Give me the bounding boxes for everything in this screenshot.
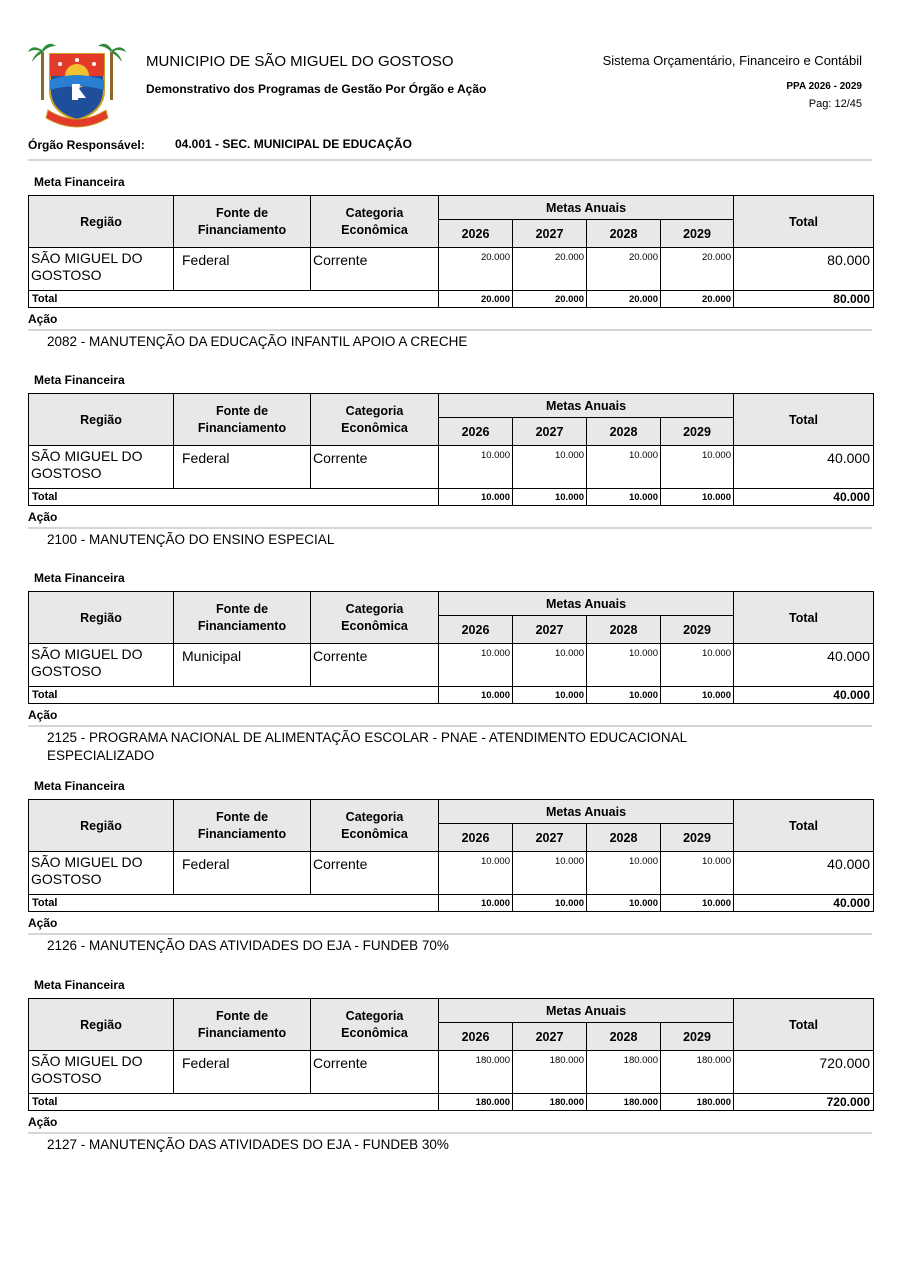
cell-meta-2028: 10.000: [587, 644, 661, 687]
cell-meta-2026: 10.000: [439, 644, 513, 687]
acao-description: 2126 - MANUTENÇÃO DAS ATIVIDADES DO EJA - FUNDEB 70%: [47, 938, 449, 953]
total-2028: 10.000: [587, 489, 661, 506]
col-header-year: 2029: [661, 418, 734, 446]
col-header-regiao: Região: [29, 800, 174, 852]
total-row-label: Total: [29, 687, 439, 704]
acao-divider: [28, 933, 872, 935]
acao-divider: [28, 1132, 872, 1134]
col-header-fonte: Fonte de Financiamento: [174, 800, 311, 852]
total-2026: 10.000: [439, 489, 513, 506]
acao-description: 2100 - MANUTENÇÃO DO ENSINO ESPECIAL: [47, 532, 335, 547]
cell-meta-2026: 20.000: [439, 248, 513, 291]
total-row-label: Total: [29, 1094, 439, 1111]
grand-total: 40.000: [734, 895, 874, 912]
col-header-year: 2029: [661, 824, 734, 852]
cell-regiao: SÃO MIGUEL DO GOSTOSO: [29, 1051, 174, 1094]
total-2029: 10.000: [661, 895, 734, 912]
col-header-regiao: Região: [29, 999, 174, 1051]
cell-meta-2029: 10.000: [661, 852, 734, 895]
meta-financeira-table: [28, 591, 874, 704]
col-header-categoria: Categoria Econômica: [311, 800, 439, 852]
cell-meta-2029: 10.000: [661, 446, 734, 489]
col-header-total: Total: [734, 394, 874, 446]
total-row-label: Total: [29, 489, 439, 506]
meta-financeira-table: [28, 195, 874, 308]
cell-meta-2029: 180.000: [661, 1051, 734, 1094]
acao-label: Ação: [28, 1115, 58, 1129]
cell-regiao: SÃO MIGUEL DO GOSTOSO: [29, 248, 174, 291]
total-2028: 180.000: [587, 1094, 661, 1111]
acao-label: Ação: [28, 708, 58, 722]
total-2027: 10.000: [513, 895, 587, 912]
col-header-year: 2029: [661, 1023, 734, 1051]
col-header-year: 2027: [513, 220, 587, 248]
cell-meta-2027: 10.000: [513, 852, 587, 895]
total-2028: 20.000: [587, 291, 661, 308]
col-header-total: Total: [734, 592, 874, 644]
col-header-year: 2026: [439, 220, 513, 248]
total-2027: 20.000: [513, 291, 587, 308]
orgao-value: 04.001 - SEC. MUNICIPAL DE EDUCAÇÃO: [175, 137, 412, 151]
col-header-year: 2028: [587, 418, 661, 446]
acao-description: 2082 - MANUTENÇÃO DA EDUCAÇÃO INFANTIL APOIO A CRECHE: [47, 334, 468, 349]
cell-meta-2027: 20.000: [513, 248, 587, 291]
col-header-total: Total: [734, 999, 874, 1051]
page-number: Pag: 12/45: [808, 98, 862, 110]
cell-regiao: SÃO MIGUEL DO GOSTOSO: [29, 446, 174, 489]
total-2026: 10.000: [439, 895, 513, 912]
col-header-year: 2026: [439, 1023, 513, 1051]
cell-categoria: Corrente: [311, 446, 439, 489]
total-row: [29, 1094, 874, 1111]
col-header-regiao: Região: [29, 592, 174, 644]
col-header-metas-anuais: Metas Anuais: [439, 592, 734, 616]
cell-meta-2026: 10.000: [439, 446, 513, 489]
col-header-categoria: Categoria Econômica: [311, 592, 439, 644]
cell-meta-2028: 10.000: [587, 852, 661, 895]
acao-description: 2127 - MANUTENÇÃO DAS ATIVIDADES DO EJA - FUNDEB 30%: [47, 1137, 449, 1152]
meta-financeira-table: [28, 998, 874, 1111]
municipal-coat-of-arms-logo: [28, 40, 126, 130]
acao-divider: [28, 725, 872, 727]
col-header-year: 2026: [439, 616, 513, 644]
col-header-total: Total: [734, 196, 874, 248]
col-header-categoria: Categoria Econômica: [311, 196, 439, 248]
col-header-metas-anuais: Metas Anuais: [439, 394, 734, 418]
cell-meta-2026: 180.000: [439, 1051, 513, 1094]
cell-meta-2027: 10.000: [513, 446, 587, 489]
col-header-total: Total: [734, 800, 874, 852]
col-header-fonte: Fonte de Financiamento: [174, 196, 311, 248]
cell-meta-2028: 180.000: [587, 1051, 661, 1094]
col-header-year: 2026: [439, 418, 513, 446]
cell-categoria: Corrente: [311, 248, 439, 291]
total-2028: 10.000: [587, 687, 661, 704]
total-row: [29, 489, 874, 506]
meta-financeira-label: Meta Financeira: [34, 978, 125, 992]
acao-divider: [28, 329, 872, 331]
cell-regiao: SÃO MIGUEL DO GOSTOSO: [29, 644, 174, 687]
cell-categoria: Corrente: [311, 1051, 439, 1094]
col-header-fonte: Fonte de Financiamento: [174, 394, 311, 446]
acao-label: Ação: [28, 510, 58, 524]
col-header-year: 2026: [439, 824, 513, 852]
municipality-name: MUNICIPIO DE SÃO MIGUEL DO GOSTOSO: [146, 53, 454, 70]
cell-total: 40.000: [734, 852, 874, 895]
col-header-year: 2028: [587, 220, 661, 248]
grand-total: 40.000: [734, 687, 874, 704]
total-2029: 10.000: [661, 687, 734, 704]
table-row: [29, 248, 874, 291]
total-2029: 10.000: [661, 489, 734, 506]
col-header-year: 2027: [513, 616, 587, 644]
cell-fonte: Federal: [174, 446, 311, 489]
acao-description: 2125 - PROGRAMA NACIONAL DE ALIMENTAÇÃO ESCOLAR - PNAE - ATENDIMENTO EDUCACIONAL ESPECIALIZADO: [47, 730, 687, 763]
cell-regiao: SÃO MIGUEL DO GOSTOSO: [29, 852, 174, 895]
total-row-label: Total: [29, 291, 439, 308]
cell-fonte: Federal: [174, 248, 311, 291]
report-title: Demonstrativo dos Programas de Gestão Por Órgão e Ação: [146, 82, 487, 96]
cell-total: 40.000: [734, 644, 874, 687]
meta-financeira-label: Meta Financeira: [34, 779, 125, 793]
col-header-regiao: Região: [29, 394, 174, 446]
cell-fonte: Federal: [174, 852, 311, 895]
ppa-period: PPA 2026 - 2029: [786, 81, 862, 92]
col-header-year: 2029: [661, 616, 734, 644]
cell-total: 40.000: [734, 446, 874, 489]
total-2026: 10.000: [439, 687, 513, 704]
total-2027: 10.000: [513, 489, 587, 506]
cell-total: 80.000: [734, 248, 874, 291]
acao-divider: [28, 527, 872, 529]
total-2027: 10.000: [513, 687, 587, 704]
acao-label: Ação: [28, 916, 58, 930]
orgao-label: Órgão Responsável:: [28, 138, 145, 152]
meta-financeira-table: [28, 799, 874, 912]
cell-meta-2029: 10.000: [661, 644, 734, 687]
cell-meta-2028: 10.000: [587, 446, 661, 489]
col-header-metas-anuais: Metas Anuais: [439, 800, 734, 824]
meta-financeira-label: Meta Financeira: [34, 571, 125, 585]
total-row: [29, 895, 874, 912]
cell-fonte: Municipal: [174, 644, 311, 687]
header-divider: [28, 159, 872, 161]
col-header-year: 2028: [587, 616, 661, 644]
cell-meta-2028: 20.000: [587, 248, 661, 291]
total-2027: 180.000: [513, 1094, 587, 1111]
meta-financeira-label: Meta Financeira: [34, 373, 125, 387]
total-row: [29, 291, 874, 308]
total-row: [29, 687, 874, 704]
grand-total: 720.000: [734, 1094, 874, 1111]
total-2026: 20.000: [439, 291, 513, 308]
col-header-metas-anuais: Metas Anuais: [439, 999, 734, 1023]
grand-total: 80.000: [734, 291, 874, 308]
meta-financeira-table: [28, 393, 874, 506]
table-row: [29, 446, 874, 489]
table-row: [29, 852, 874, 895]
col-header-fonte: Fonte de Financiamento: [174, 592, 311, 644]
meta-financeira-label: Meta Financeira: [34, 175, 125, 189]
cell-meta-2027: 180.000: [513, 1051, 587, 1094]
col-header-year: 2027: [513, 418, 587, 446]
cell-meta-2027: 10.000: [513, 644, 587, 687]
grand-total: 40.000: [734, 489, 874, 506]
cell-meta-2029: 20.000: [661, 248, 734, 291]
total-2029: 180.000: [661, 1094, 734, 1111]
cell-meta-2026: 10.000: [439, 852, 513, 895]
col-header-regiao: Região: [29, 196, 174, 248]
acao-label: Ação: [28, 312, 58, 326]
col-header-categoria: Categoria Econômica: [311, 999, 439, 1051]
col-header-year: 2028: [587, 824, 661, 852]
col-header-fonte: Fonte de Financiamento: [174, 999, 311, 1051]
total-2029: 20.000: [661, 291, 734, 308]
col-header-categoria: Categoria Econômica: [311, 394, 439, 446]
col-header-year: 2028: [587, 1023, 661, 1051]
cell-total: 720.000: [734, 1051, 874, 1094]
table-row: [29, 644, 874, 687]
col-header-year: 2027: [513, 1023, 587, 1051]
col-header-year: 2027: [513, 824, 587, 852]
col-header-year: 2029: [661, 220, 734, 248]
total-2026: 180.000: [439, 1094, 513, 1111]
total-2028: 10.000: [587, 895, 661, 912]
table-row: [29, 1051, 874, 1094]
col-header-metas-anuais: Metas Anuais: [439, 196, 734, 220]
total-row-label: Total: [29, 895, 439, 912]
cell-categoria: Corrente: [311, 644, 439, 687]
system-name: Sistema Orçamentário, Financeiro e Contábil: [602, 53, 862, 68]
cell-fonte: Federal: [174, 1051, 311, 1094]
cell-categoria: Corrente: [311, 852, 439, 895]
